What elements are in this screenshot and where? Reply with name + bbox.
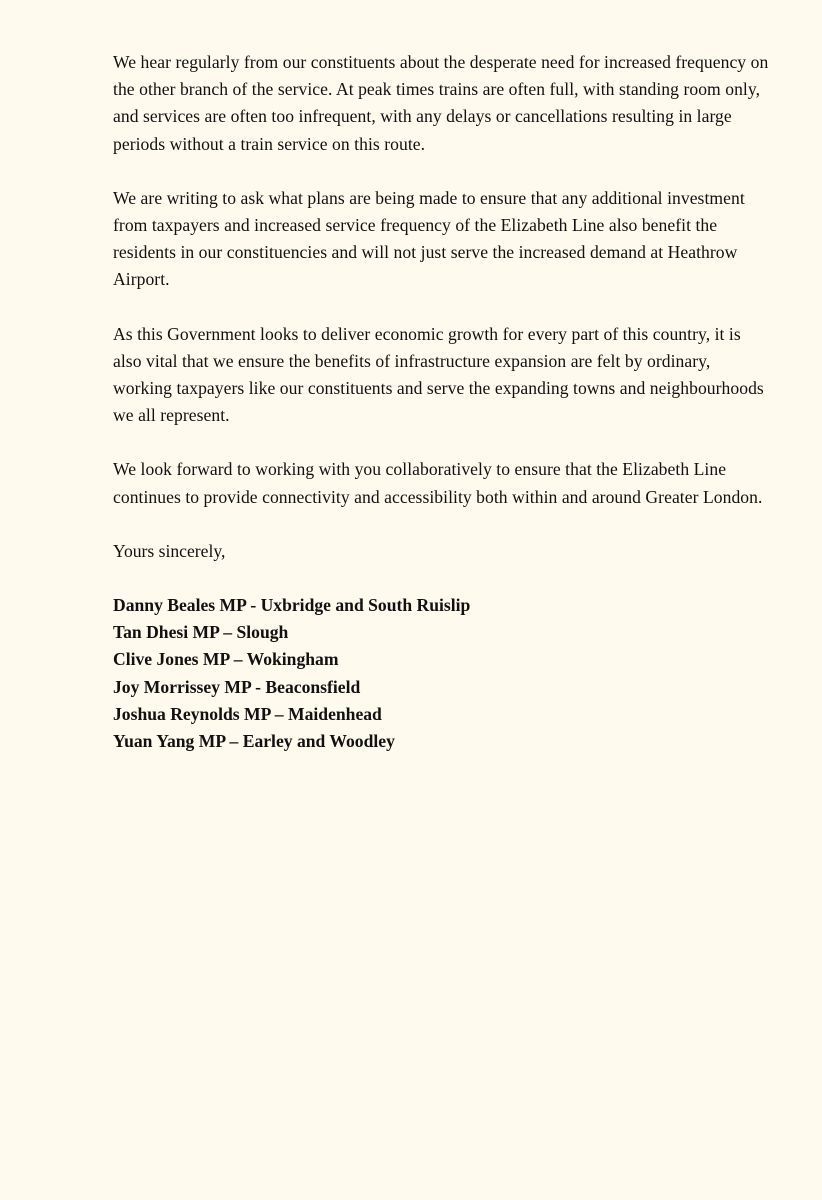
- signatory: Yuan Yang MP – Earley and Woodley: [113, 731, 395, 752]
- paragraph-investment-plans: We are writing to ask what plans are being made to ensure that any additional investment from taxpayers and increased service frequency of the Elizabeth Line also benefit the residents in our constituencies and will not just serve the increased demand at Heathrow Airport.: [113, 187, 745, 290]
- paragraph-collaboration: We look forward to working with you collaboratively to ensure that the Elizabeth Line continues to provide connectivity and accessibility both within and around Greater London.: [113, 459, 763, 507]
- signatory-list: [113, 592, 773, 755]
- signatory: Danny Beales MP - Uxbridge and South Ruislip: [113, 595, 471, 616]
- signatory: Tan Dhesi MP – Slough: [113, 622, 289, 643]
- closing-salutation: Yours sincerely,: [113, 540, 226, 561]
- letter-body: [113, 49, 773, 755]
- paragraph-economic-growth: As this Government looks to deliver economic growth for every part of this country, it is also vital that we ensure the benefits of infrastructure expansion are felt by ordinary, working taxpayers like our constituents and serve the expanding towns and neighbourhoods we all represent.: [113, 323, 764, 426]
- signatory: Clive Jones MP – Wokingham: [113, 649, 339, 670]
- paragraph-service-frequency: We hear regularly from our constituents about the desperate need for increased frequency on the other branch of the service. At peak times trains are often full, with standing room only, and services are often too infrequent, with any delays or cancellations resulting in large periods without a train service on this route.: [113, 52, 769, 154]
- signatory: Joy Morrissey MP - Beaconsfield: [113, 676, 361, 697]
- signatory: Joshua Reynolds MP – Maidenhead: [113, 703, 382, 724]
